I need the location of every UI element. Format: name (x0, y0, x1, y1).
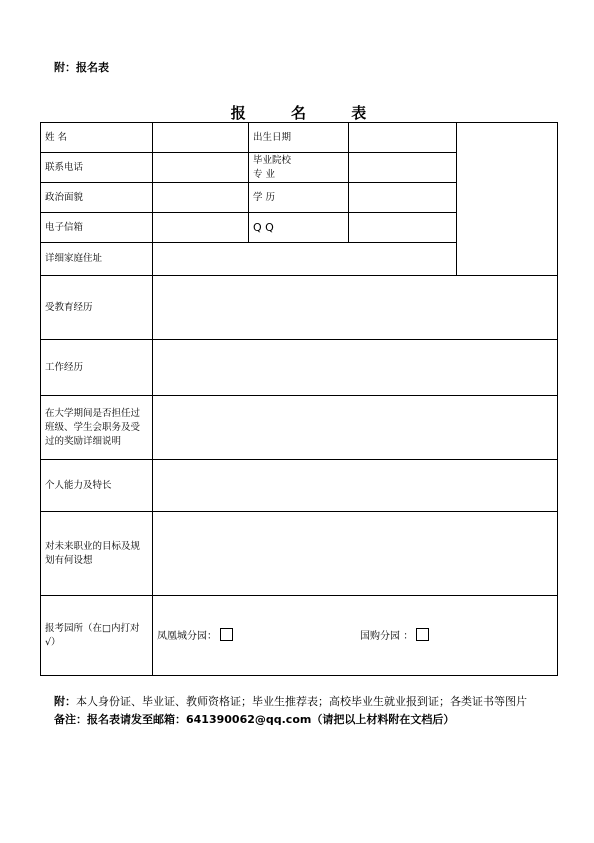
remark-note-text: 报名表请发至邮箱：641390062@qq.com（请把以上材料附在文档后） (87, 713, 455, 726)
work-history-label: 工作经历 (41, 340, 153, 396)
skills-field[interactable] (153, 460, 558, 512)
education-history-label: 受教育经历 (41, 276, 153, 340)
school-major-label (249, 153, 349, 183)
form-title: 报 名 表 (230, 104, 387, 122)
exam-location-options (153, 596, 558, 676)
option-guogou-label: 国购分园 ： (360, 630, 414, 642)
registration-form (40, 122, 558, 676)
fenghuangcheng-checkbox[interactable] (220, 628, 233, 641)
education-field[interactable] (349, 183, 457, 213)
school-label: 毕业院校 (253, 154, 292, 166)
option-guogou (360, 628, 429, 644)
address-field[interactable] (153, 243, 457, 276)
guogou-checkbox[interactable] (416, 628, 429, 641)
birth-date-field[interactable] (349, 123, 457, 153)
option-fenghuangcheng (157, 628, 357, 644)
address-label: 详细家庭住址 (41, 243, 153, 276)
university-roles-label: 在大学期间是否担任过班级、学生会职务及受过的奖励详细说明 (41, 396, 153, 460)
name-label: 姓 名 (41, 123, 153, 153)
education-history-field[interactable] (153, 276, 558, 340)
political-status-label: 政治面貌 (41, 183, 153, 213)
phone-label: 联系电话 (41, 153, 153, 183)
school-major-field[interactable] (349, 153, 457, 183)
exam-location-label: 报考园所（在□内打对√） (41, 596, 153, 676)
name-field[interactable] (153, 123, 249, 153)
major-label: 专 业 (253, 168, 276, 180)
remark-note (54, 711, 549, 729)
email-label: 电子信箱 (41, 213, 153, 243)
email-field[interactable] (153, 213, 249, 243)
attachments-note (54, 693, 549, 711)
skills-label: 个人能力及特长 (41, 460, 153, 512)
birth-date-label: 出生日期 (249, 123, 349, 153)
option-fenghuangcheng-label: 凤凰城分园： (157, 630, 217, 642)
remark-note-prefix: 备注： (54, 713, 87, 726)
attachments-note-prefix: 附： (54, 695, 76, 708)
phone-field[interactable] (153, 153, 249, 183)
qq-field[interactable] (349, 213, 457, 243)
qq-label: Q Q (249, 213, 349, 243)
attachments-note-text: 本人身份证、毕业证、教师资格证；毕业生推荐表；高校毕业生就业报到证；各类证书等图片 (76, 695, 527, 708)
work-history-field[interactable] (153, 340, 558, 396)
attachment-header: 附：报名表 (54, 61, 109, 74)
notes-section (54, 693, 549, 729)
career-goals-label: 对未来职业的目标及规划有何设想 (41, 512, 153, 596)
education-label: 学 历 (249, 183, 349, 213)
university-roles-field[interactable] (153, 396, 558, 460)
photo-box[interactable] (457, 123, 558, 276)
career-goals-field[interactable] (153, 512, 558, 596)
political-status-field[interactable] (153, 183, 249, 213)
